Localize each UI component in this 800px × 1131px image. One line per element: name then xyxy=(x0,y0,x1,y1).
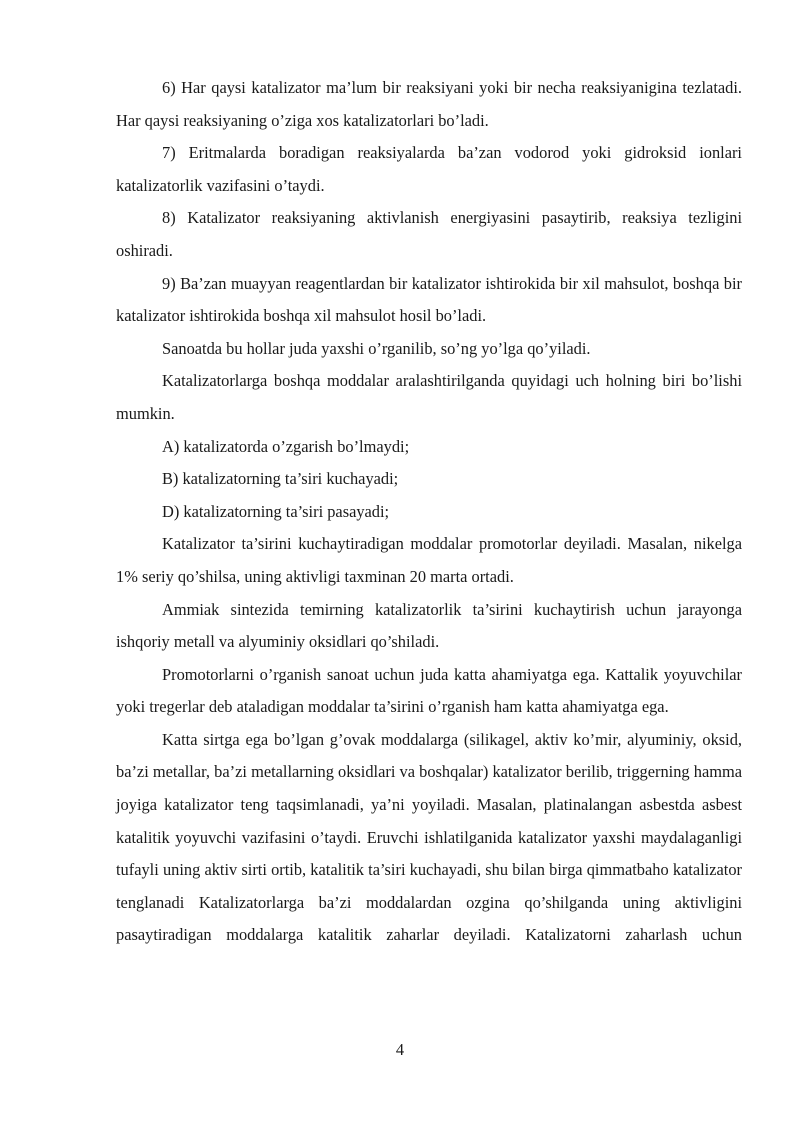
list-item-b: B) katalizatorning ta’siri kuchayadi; xyxy=(162,469,399,489)
list-item-d: D) katalizatorning ta’siri pasayadi; xyxy=(162,501,390,521)
paragraph-promotorlar: Katalizator ta’sirini kuchaytiradigan moddalar promotorlar deyiladi. Masalan, nikelga 1% seriy qo’shilsa, uning aktivligi taxminan 20 marta ortadi. xyxy=(116,534,742,586)
paragraph-7: 7) Eritmalarda boradigan reaksiyalarda ba’zan vodorod yoki gidroksid ionlari katalizatorlik vazifasini o’taydi. xyxy=(116,143,742,195)
paragraph-8: 8) Katalizator reaksiyaning aktivlanish energiyasini pasaytirib, reaksiya tezligini oshiradi. xyxy=(116,208,742,260)
paragraph-6: 6) Har qaysi katalizator ma’lum bir reaksiyani yoki bir necha reaksiyanigina tezlatadi. Har qaysi reaksiyaning o’ziga xos katalizatorlari bo’ladi. xyxy=(116,78,742,130)
paragraph-ammiak: Ammiak sintezida temirning katalizatorlik ta’sirini kuchaytirish uchun jarayonga ishqoriy metall va alyuminiy oksidlari qo’shiladi. xyxy=(116,599,742,652)
paragraph-sanoatda: Sanoatda bu hollar juda yaxshi o’rganilib, so’ng yo’lga qo’yiladi. xyxy=(162,338,591,358)
list-item-a: A) katalizatorda o’zgarish bo’lmaydi; xyxy=(162,436,410,456)
page-number: 4 xyxy=(395,1040,405,1059)
paragraph-katta-sirt: Katta sirtga ega bo’lgan g’ovak moddalarga (silikagel, aktiv ko’mir, alyuminiy, oksid, ba’zi metallar, ba’zi metallarning oksidlari va boshqalar) katalizator berilib, triggerning hamma joyiga katalizator teng taqsimlanadi, ya’ni yoyiladi. Masalan, platinalangan asbestda asbest katalitik yoyuvchi vazifasini o’taydi. Eruvchi ishlatilganida katalizator yaxshi maydalaganligi tufayli uning aktiv sirti ortib, katalitik ta’siri kuchayadi, shu bilan birga qimmatbaho katalizator tenglanadi Katalizatorlarga ba’zi moddalardan ozgina qo’shilganda uning aktivligini pasaytiradigan moddalarga katalitik zaharlar deyiladi. Katalizatorni zaharlash uchun xyxy=(116,729,742,945)
paragraph-9: 9) Ba’zan muayyan reagentlardan bir katalizator ishtirokida bir xil mahsulot, boshqa bir katalizator ishtirokida boshqa xil mahsulot hosil bo’ladi. xyxy=(116,273,742,326)
paragraph-promotorlarni: Promotorlarni o’rganish sanoat uchun juda katta ahamiyatga ega. Kattalik yoyuvchilar yoki tregerlar deb ataladigan moddalar ta’sirini o’rganish ham katta ahamiyatga ega. xyxy=(116,664,742,717)
document-body xyxy=(116,72,742,952)
paragraph-katalizatorlarga: Katalizatorlarga boshqa moddalar aralashtirilganda quyidagi uch holning biri bo’lishi mumkin. xyxy=(116,371,742,423)
